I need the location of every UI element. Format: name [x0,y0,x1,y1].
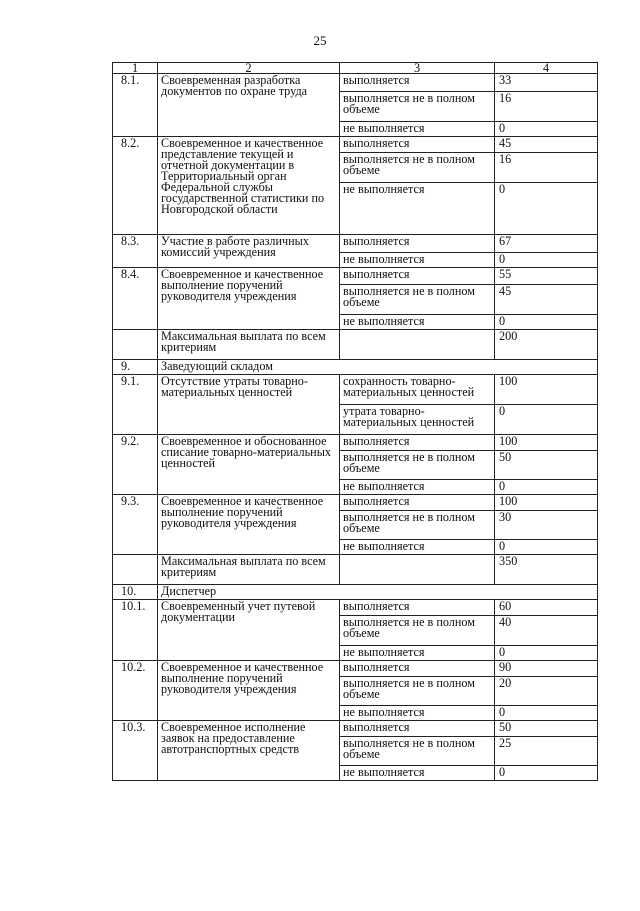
payment-value: 0 [495,253,598,268]
condition-text: выполняется [340,235,495,253]
payment-value: 30 [495,511,598,540]
table-row [113,435,598,451]
condition-text: выполняется [340,661,495,677]
payment-value: 90 [495,661,598,677]
payment-value: 33 [495,74,598,92]
criterion-number: 8.2. [113,137,158,235]
criterion-number: 8.1. [113,74,158,137]
criterion-name: Своевременное и качественное выполнение поручений руководителя учреждения [158,268,340,330]
condition-text: выполняется [340,600,495,616]
table-row [113,721,598,737]
total-row [113,555,598,585]
condition-text: не выполняется [340,540,495,555]
criterion-name: Своевременное и качественное представление текущей и отчетной документации в Территориальный орган Федеральной службы государственной статистики по Новгородской области [158,137,340,235]
condition-text: утрата товарно-материальных ценностей [340,405,495,435]
criterion-number: 8.4. [113,268,158,330]
total-row [113,330,598,360]
criterion-number: 10.2. [113,661,158,721]
condition-text: выполняется не в полном объеме [340,285,495,315]
criterion-name: Своевременная разработка документов по охране труда [158,74,340,137]
payment-value: 0 [495,540,598,555]
table-row [113,600,598,616]
section-number: 9. [113,360,158,375]
criterion-number: 9.1. [113,375,158,435]
table-row [113,495,598,511]
column-header: 3 [340,63,495,74]
payment-value: 45 [495,285,598,315]
criterion-name: Своевременное и обоснованное списание товарно-материальных ценностей [158,435,340,495]
payment-value: 16 [495,92,598,122]
condition-text: не выполняется [340,766,495,781]
section-row [113,585,598,600]
condition-text: не выполняется [340,253,495,268]
payment-value: 45 [495,137,598,153]
table-row [113,235,598,253]
max-payment-value: 350 [495,555,598,585]
payment-value: 50 [495,451,598,480]
criterion-name: Своевременное и качественное выполнение поручений руководителя учреждения [158,661,340,721]
condition-text: не выполняется [340,183,495,235]
payment-value: 67 [495,235,598,253]
payment-value: 16 [495,153,598,183]
table-row [113,137,598,153]
payment-value: 0 [495,646,598,661]
condition-text: не выполняется [340,315,495,330]
payment-value: 0 [495,315,598,330]
criteria-table [112,62,598,781]
condition-text: выполняется [340,74,495,92]
payment-value: 0 [495,480,598,495]
condition-text: выполняется не в полном объеме [340,737,495,766]
payment-value: 40 [495,616,598,646]
condition-text: выполняется [340,721,495,737]
empty-cell [340,330,495,360]
payment-value: 55 [495,268,598,285]
payment-value: 100 [495,435,598,451]
condition-text: выполняется [340,268,495,285]
criterion-name: Своевременный учет путевой документации [158,600,340,661]
section-row [113,360,598,375]
condition-text: выполняется не в полном объеме [340,511,495,540]
payment-value: 0 [495,405,598,435]
criterion-name: Своевременное и качественное выполнение поручений руководителя учреждения [158,495,340,555]
condition-text: выполняется не в полном объеме [340,616,495,646]
condition-text: выполняется [340,435,495,451]
section-number: 10. [113,585,158,600]
max-payment-label: Максимальная выплата по всем критериям [158,330,340,360]
empty-cell [113,330,158,360]
column-header: 2 [158,63,340,74]
table-row [113,268,598,285]
criterion-name: Участие в работе различных комиссий учреждения [158,235,340,268]
condition-text: выполняется не в полном объеме [340,677,495,706]
condition-text: не выполняется [340,646,495,661]
criterion-number: 8.3. [113,235,158,268]
page-number: 25 [313,33,327,48]
payment-value: 0 [495,706,598,721]
condition-text: выполняется [340,137,495,153]
payment-value: 25 [495,737,598,766]
payment-value: 0 [495,122,598,137]
condition-text: не выполняется [340,706,495,721]
payment-value: 100 [495,375,598,405]
criterion-name: Своевременное исполнение заявок на предоставление автотранспортных средств [158,721,340,781]
criterion-name: Отсутствие утраты товарно-материальных ценностей [158,375,340,435]
criterion-number: 9.2. [113,435,158,495]
table-header-row [113,63,598,74]
payment-value: 60 [495,600,598,616]
empty-cell [113,555,158,585]
empty-cell [340,555,495,585]
condition-text: выполняется не в полном объеме [340,451,495,480]
payment-value: 0 [495,183,598,235]
table-row [113,375,598,405]
criterion-number: 10.3. [113,721,158,781]
condition-text: выполняется не в полном объеме [340,153,495,183]
condition-text: выполняется не в полном объеме [340,92,495,122]
section-title: Заведующий складом [158,360,598,375]
payment-value: 0 [495,766,598,781]
condition-text: сохранность товарно-материальных ценностей [340,375,495,405]
condition-text: не выполняется [340,122,495,137]
column-header: 1 [113,63,158,74]
table-row [113,74,598,92]
payment-value: 20 [495,677,598,706]
criterion-number: 9.3. [113,495,158,555]
condition-text: не выполняется [340,480,495,495]
condition-text: выполняется [340,495,495,511]
max-payment-value: 200 [495,330,598,360]
max-payment-label: Максимальная выплата по всем критериям [158,555,340,585]
payment-value: 100 [495,495,598,511]
column-header: 4 [495,63,598,74]
payment-value: 50 [495,721,598,737]
table-row [113,661,598,677]
section-title: Диспетчер [158,585,598,600]
criterion-number: 10.1. [113,600,158,661]
